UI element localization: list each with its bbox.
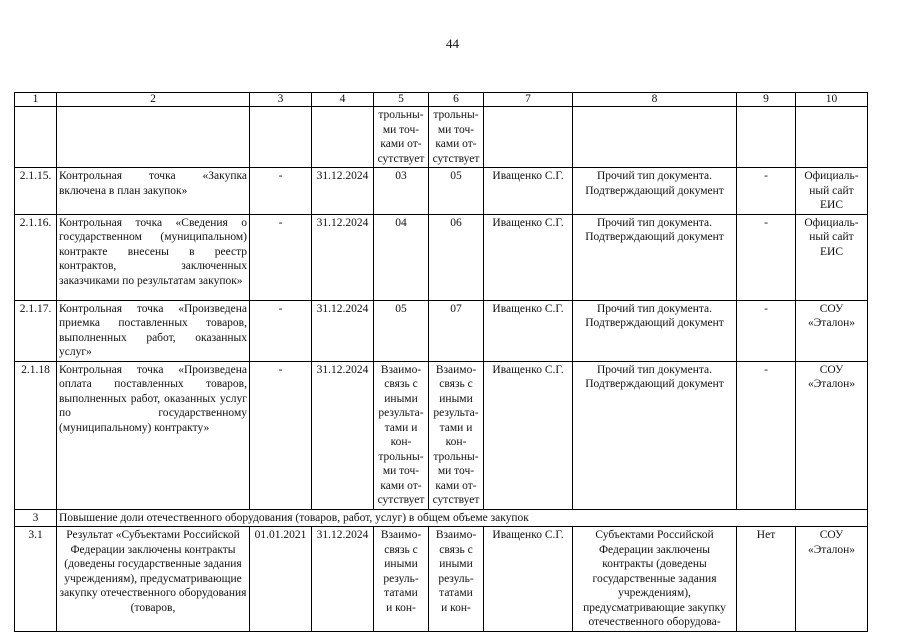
row-number: 2.1.18: [15, 361, 57, 509]
row-col-6: Взаимо- связь с иными результа- тами и кон- трольны- ми точ- ками от- сутствует: [429, 361, 484, 509]
header-col-3: 3: [250, 93, 312, 107]
row-doc-type: Прочий тип документа. Подтверждающий документ: [573, 361, 737, 509]
continuation-row: [15, 107, 868, 168]
row-doc-type: Субъектами Российской Федерации заключены контракты (доведены государственные задания учреждениям), предусматривающие закупку отечественного оборудова-: [573, 527, 737, 632]
header-col-8: 8: [573, 93, 737, 107]
row-col-6: Взаимо- связь с иными резуль- татами и кон-: [429, 527, 484, 632]
row-end-date: 31.12.2024: [312, 168, 374, 215]
row-end-date: 31.12.2024: [312, 527, 374, 632]
row-col-9: Нет: [737, 527, 796, 632]
table-row: [15, 527, 868, 632]
row-name: Контрольная точка «Произведена оплата поставленных товаров, выполненных работ, оказанных услуг по государственному (муниципальному) контракту»: [57, 361, 250, 509]
header-col-9: 9: [737, 93, 796, 107]
row-col-9: -: [737, 300, 796, 361]
row-system: Официаль- ный сайт ЕИС: [796, 214, 868, 300]
table-row: [15, 361, 868, 509]
row-number: 2.1.15.: [15, 168, 57, 215]
row-responsible: Иващенко С.Г.: [484, 361, 573, 509]
plan-table: [14, 92, 868, 632]
row-responsible: Иващенко С.Г.: [484, 168, 573, 215]
row-col-9: -: [737, 361, 796, 509]
row-start-date: -: [250, 300, 312, 361]
row-doc-type: Прочий тип документа. Подтверждающий документ: [573, 214, 737, 300]
row-col-6: 07: [429, 300, 484, 361]
row-col-9: -: [737, 168, 796, 215]
header-row: [15, 93, 868, 107]
row-start-date: -: [250, 361, 312, 509]
row-col-5: Взаимо- связь с иными результа- тами и кон- трольны- ми точ- ками от- сутствует: [374, 361, 429, 509]
row-responsible: Иващенко С.Г.: [484, 527, 573, 632]
row-number: 2.1.17.: [15, 300, 57, 361]
row-col-5: 03: [374, 168, 429, 215]
row-col-5: 05: [374, 300, 429, 361]
section-title: Повышение доли отечественного оборудования (товаров, работ, услуг) в общем объеме закупок: [57, 509, 868, 527]
section-number: 3: [15, 509, 57, 527]
cont-col-5: трольны- ми точ- ками от- сутствует: [374, 107, 429, 168]
row-start-date: 01.01.2021: [250, 527, 312, 632]
row-system: СОУ «Эталон»: [796, 300, 868, 361]
row-col-5: Взаимо- связь с иными резуль- татами и кон-: [374, 527, 429, 632]
header-col-6: 6: [429, 93, 484, 107]
row-col-6: 05: [429, 168, 484, 215]
row-name: Результат «Субъектами Российской Федерации заключены контракты (доведены государственные задания учреждениям), предусматривающие закупку отечественного оборудования (товаров,: [57, 527, 250, 632]
header-col-5: 5: [374, 93, 429, 107]
section-row: [15, 509, 868, 527]
header-col-1: 1: [15, 93, 57, 107]
page-number: 44: [446, 36, 459, 51]
row-name: Контрольная точка «Сведения о государственном (муниципальном) контракте внесены в реестр контрактов, заключенных заказчиками по результатам закупок»: [57, 214, 250, 300]
cont-col-6: трольны- ми точ- ками от- сутствует: [429, 107, 484, 168]
header-col-2: 2: [57, 93, 250, 107]
row-col-6: 06: [429, 214, 484, 300]
row-number: 3.1: [15, 527, 57, 632]
header-col-10: 10: [796, 93, 868, 107]
row-col-9: -: [737, 214, 796, 300]
table-row: [15, 214, 868, 300]
table-row: [15, 300, 868, 361]
row-doc-type: Прочий тип документа. Подтверждающий документ: [573, 168, 737, 215]
row-system: СОУ «Эталон»: [796, 527, 868, 632]
row-responsible: Иващенко С.Г.: [484, 214, 573, 300]
row-start-date: -: [250, 214, 312, 300]
row-col-5: 04: [374, 214, 429, 300]
row-name: Контрольная точка «Закупка включена в план закупок»: [57, 168, 250, 215]
row-start-date: -: [250, 168, 312, 215]
header-col-4: 4: [312, 93, 374, 107]
row-end-date: 31.12.2024: [312, 361, 374, 509]
row-system: СОУ «Эталон»: [796, 361, 868, 509]
row-doc-type: Прочий тип документа. Подтверждающий документ: [573, 300, 737, 361]
row-responsible: Иващенко С.Г.: [484, 300, 573, 361]
row-name: Контрольная точка «Произведена приемка поставленных товаров, выполненных работ, оказанных услуг»: [57, 300, 250, 361]
header-col-7: 7: [484, 93, 573, 107]
row-number: 2.1.16.: [15, 214, 57, 300]
row-end-date: 31.12.2024: [312, 300, 374, 361]
row-system: Официаль- ный сайт ЕИС: [796, 168, 868, 215]
row-end-date: 31.12.2024: [312, 214, 374, 300]
table-row: [15, 168, 868, 215]
